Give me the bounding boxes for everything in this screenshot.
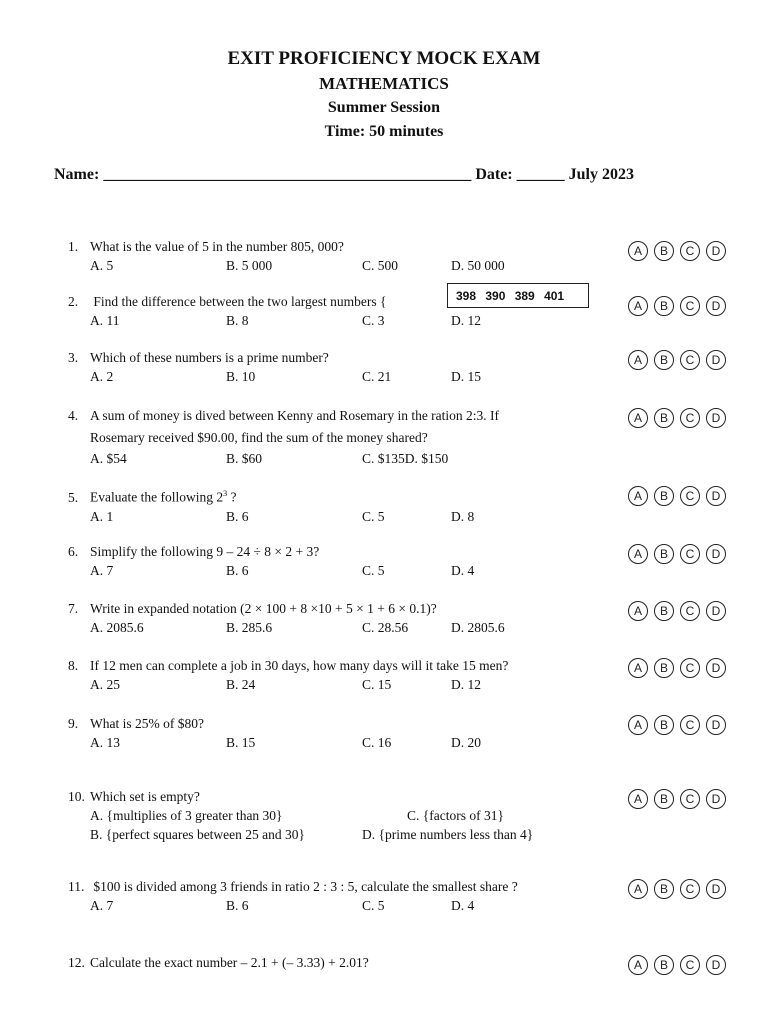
- option-d: D. 50 000: [451, 258, 505, 273]
- name-date-line: [54, 166, 634, 184]
- bubble-c[interactable]: C: [680, 296, 700, 316]
- question-stem: What is 25% of $80?: [90, 716, 204, 731]
- question-stem: Calculate the exact number – 2.1 + (– 3.33) + 2.01?: [90, 955, 369, 970]
- bubble-d[interactable]: D: [706, 789, 726, 809]
- question-number: 5.: [68, 489, 79, 505]
- option-b: B. 5 000: [226, 258, 273, 273]
- answer-bubbles-7: [628, 601, 726, 621]
- answer-bubbles-8: [628, 658, 726, 678]
- bubble-a[interactable]: A: [628, 715, 648, 735]
- bubble-d[interactable]: D: [706, 715, 726, 735]
- bubble-a[interactable]: A: [628, 955, 648, 975]
- option-b: B. 6: [226, 563, 249, 578]
- bubble-a[interactable]: A: [628, 879, 648, 899]
- option-a: A. 25: [90, 677, 120, 692]
- option-a: A. 2: [90, 369, 114, 384]
- option-a: A. 2085.6: [90, 620, 144, 635]
- option-c: C. 15: [362, 677, 392, 692]
- option-c: C. 5: [362, 898, 385, 913]
- question-number: 12.: [68, 955, 85, 970]
- option-b: B. $60: [226, 451, 263, 466]
- question-stem-end: ?: [227, 489, 237, 505]
- question-stem: What is the value of 5 in the number 805, 000?: [90, 239, 344, 254]
- option-b: B. 285.6: [226, 620, 273, 635]
- question-number: 8.: [68, 658, 79, 673]
- question-number: 3.: [68, 350, 79, 365]
- bubble-d[interactable]: D: [706, 879, 726, 899]
- option-d: D. {prime numbers less than 4}: [362, 827, 534, 842]
- bubble-c[interactable]: C: [680, 544, 700, 564]
- question-4: [68, 405, 499, 468]
- bubble-d[interactable]: D: [706, 601, 726, 621]
- bubble-b[interactable]: B: [654, 601, 674, 621]
- date-value: July 2023: [568, 166, 634, 183]
- exam-session: Summer Session: [327, 99, 441, 116]
- name-blank[interactable]: ______________________________________________: [103, 166, 472, 183]
- option-d: D. 12: [451, 313, 481, 328]
- option-c: C. 28.56: [362, 620, 409, 635]
- bubble-c[interactable]: C: [680, 486, 700, 506]
- question-6: [68, 542, 475, 580]
- bubble-b[interactable]: B: [654, 955, 674, 975]
- date-blank[interactable]: ______: [516, 166, 565, 183]
- option-a: A. 1: [90, 508, 114, 524]
- date-label: Date:: [475, 166, 513, 183]
- option-d: D. 4: [451, 898, 475, 913]
- question-10: [68, 787, 534, 844]
- bubble-a[interactable]: A: [628, 658, 648, 678]
- question-1: [68, 237, 505, 275]
- number-set-box: 398 390 389 401: [447, 283, 589, 308]
- option-d: D. 4: [451, 563, 475, 578]
- answer-bubbles-10: [628, 789, 726, 809]
- exponent: 3: [223, 489, 228, 498]
- bubble-b[interactable]: B: [654, 544, 674, 564]
- bubble-a[interactable]: A: [628, 241, 648, 261]
- bubble-a[interactable]: A: [628, 350, 648, 370]
- bubble-d[interactable]: D: [706, 955, 726, 975]
- bubble-c[interactable]: C: [680, 658, 700, 678]
- bubble-c[interactable]: C: [680, 408, 700, 428]
- bubble-a[interactable]: A: [628, 601, 648, 621]
- answer-bubbles-5: [628, 486, 726, 506]
- exam-time: Time: 50 minutes: [324, 123, 444, 140]
- option-b: B. 15: [226, 735, 256, 750]
- answer-bubbles-9: [628, 715, 726, 735]
- question-number: 4.: [68, 408, 79, 423]
- option-a: A. $54: [90, 451, 127, 466]
- question-number: 7.: [68, 601, 79, 616]
- question-stem: Evaluate the following 2: [90, 489, 224, 505]
- option-a: A. 7: [90, 898, 114, 913]
- question-2: [68, 292, 481, 330]
- bubble-b[interactable]: B: [654, 241, 674, 261]
- question-stem: $100 is divided among 3 friends in ratio 2 : 3 : 5, calculate the smallest share ?: [90, 879, 518, 894]
- question-stem: A sum of money is dived between Kenny and Rosemary in the ration 2:3. If: [90, 408, 500, 423]
- option-c: C. 21: [362, 369, 392, 384]
- option-d: D. 15: [451, 369, 481, 384]
- option-d: D. 12: [451, 677, 481, 692]
- question-number: 11.: [68, 879, 85, 894]
- question-5: [68, 484, 475, 526]
- option-c: C. 5: [362, 508, 385, 524]
- option-d: D. 20: [451, 735, 481, 750]
- bubble-a[interactable]: A: [628, 789, 648, 809]
- option-a: A. 11: [90, 313, 120, 328]
- bubble-c[interactable]: C: [680, 955, 700, 975]
- question-7: [68, 599, 505, 637]
- option-a: A. {multiplies of 3 greater than 30}: [90, 808, 283, 823]
- question-stem: Write in expanded notation (2 × 100 + 8 ×10 + 5 × 1 + 6 × 0.1)?: [90, 601, 437, 616]
- question-number: 1.: [68, 239, 79, 254]
- bubble-c[interactable]: C: [680, 789, 700, 809]
- answer-bubbles-3: [628, 350, 726, 370]
- bubble-d[interactable]: D: [706, 241, 726, 261]
- bubble-d[interactable]: D: [706, 296, 726, 316]
- bubble-d[interactable]: D: [706, 486, 726, 506]
- bubble-a[interactable]: A: [628, 408, 648, 428]
- bubble-c[interactable]: C: [680, 715, 700, 735]
- question-11: [68, 877, 518, 915]
- question-8: [68, 656, 508, 694]
- option-c: C. 3: [362, 313, 385, 328]
- bubble-d[interactable]: D: [706, 544, 726, 564]
- exam-subject: MATHEMATICS: [319, 74, 449, 93]
- option-c: C. 500: [362, 258, 399, 273]
- option-a: A. 7: [90, 563, 114, 578]
- bubble-a[interactable]: A: [628, 486, 648, 506]
- option-b: B. {perfect squares between 25 and 30}: [90, 827, 306, 842]
- bubble-b[interactable]: B: [654, 715, 674, 735]
- bubble-b[interactable]: B: [654, 408, 674, 428]
- question-stem-continued: Rosemary received $90.00, find the sum of the money shared?: [90, 430, 428, 445]
- bubble-c[interactable]: C: [680, 601, 700, 621]
- bubble-b[interactable]: B: [654, 789, 674, 809]
- question-12: [68, 953, 369, 972]
- bubble-b[interactable]: B: [654, 350, 674, 370]
- question-number: 6.: [68, 544, 79, 559]
- bubble-a[interactable]: A: [628, 544, 648, 564]
- answer-bubbles-4: [628, 408, 726, 428]
- option-a: A. 13: [90, 735, 120, 750]
- question-stem: Find the difference between the two largest numbers {: [90, 294, 387, 309]
- question-number: 2.: [68, 294, 79, 309]
- bubble-b[interactable]: B: [654, 486, 674, 506]
- bubble-b[interactable]: B: [654, 296, 674, 316]
- question-stem: Which of these numbers is a prime number?: [90, 350, 329, 365]
- question-stem: Simplify the following 9 – 24 ÷ 8 × 2 + 3?: [90, 544, 320, 559]
- option-b: B. 10: [226, 369, 256, 384]
- option-b: B. 6: [226, 898, 249, 913]
- option-b: B. 6: [226, 508, 249, 524]
- bubble-d[interactable]: D: [706, 408, 726, 428]
- bubble-d[interactable]: D: [706, 658, 726, 678]
- option-c-d: C. $135D. $150: [362, 451, 449, 466]
- question-stem: Which set is empty?: [90, 789, 200, 804]
- option-a: A. 5: [90, 258, 114, 273]
- bubble-c[interactable]: C: [680, 879, 700, 899]
- answer-bubbles-12: [628, 955, 726, 975]
- exam-title: EXIT PROFICIENCY MOCK EXAM: [227, 48, 541, 69]
- option-b: B. 8: [226, 313, 249, 328]
- bubble-c[interactable]: C: [680, 241, 700, 261]
- option-d: D. 8: [451, 508, 475, 524]
- question-9: [68, 714, 481, 752]
- bubble-b[interactable]: B: [654, 658, 674, 678]
- option-d: D. 2805.6: [451, 620, 505, 635]
- answer-bubbles-2: [628, 296, 726, 316]
- question-number: 10.: [68, 789, 85, 804]
- bubble-b[interactable]: B: [654, 879, 674, 899]
- option-c: C. 16: [362, 735, 392, 750]
- bubble-c[interactable]: C: [680, 350, 700, 370]
- name-label: Name:: [54, 166, 100, 183]
- option-c: C. {factors of 31}: [407, 808, 504, 823]
- question-3: [68, 348, 481, 386]
- question-stem: If 12 men can complete a job in 30 days, how many days will it take 15 men?: [90, 658, 509, 673]
- bubble-d[interactable]: D: [706, 350, 726, 370]
- answer-bubbles-6: [628, 544, 726, 564]
- answer-bubbles-11: [628, 879, 726, 899]
- answer-bubbles-1: [628, 241, 726, 261]
- bubble-a[interactable]: A: [628, 296, 648, 316]
- question-number: 9.: [68, 716, 79, 731]
- option-c: C. 5: [362, 563, 385, 578]
- option-b: B. 24: [226, 677, 256, 692]
